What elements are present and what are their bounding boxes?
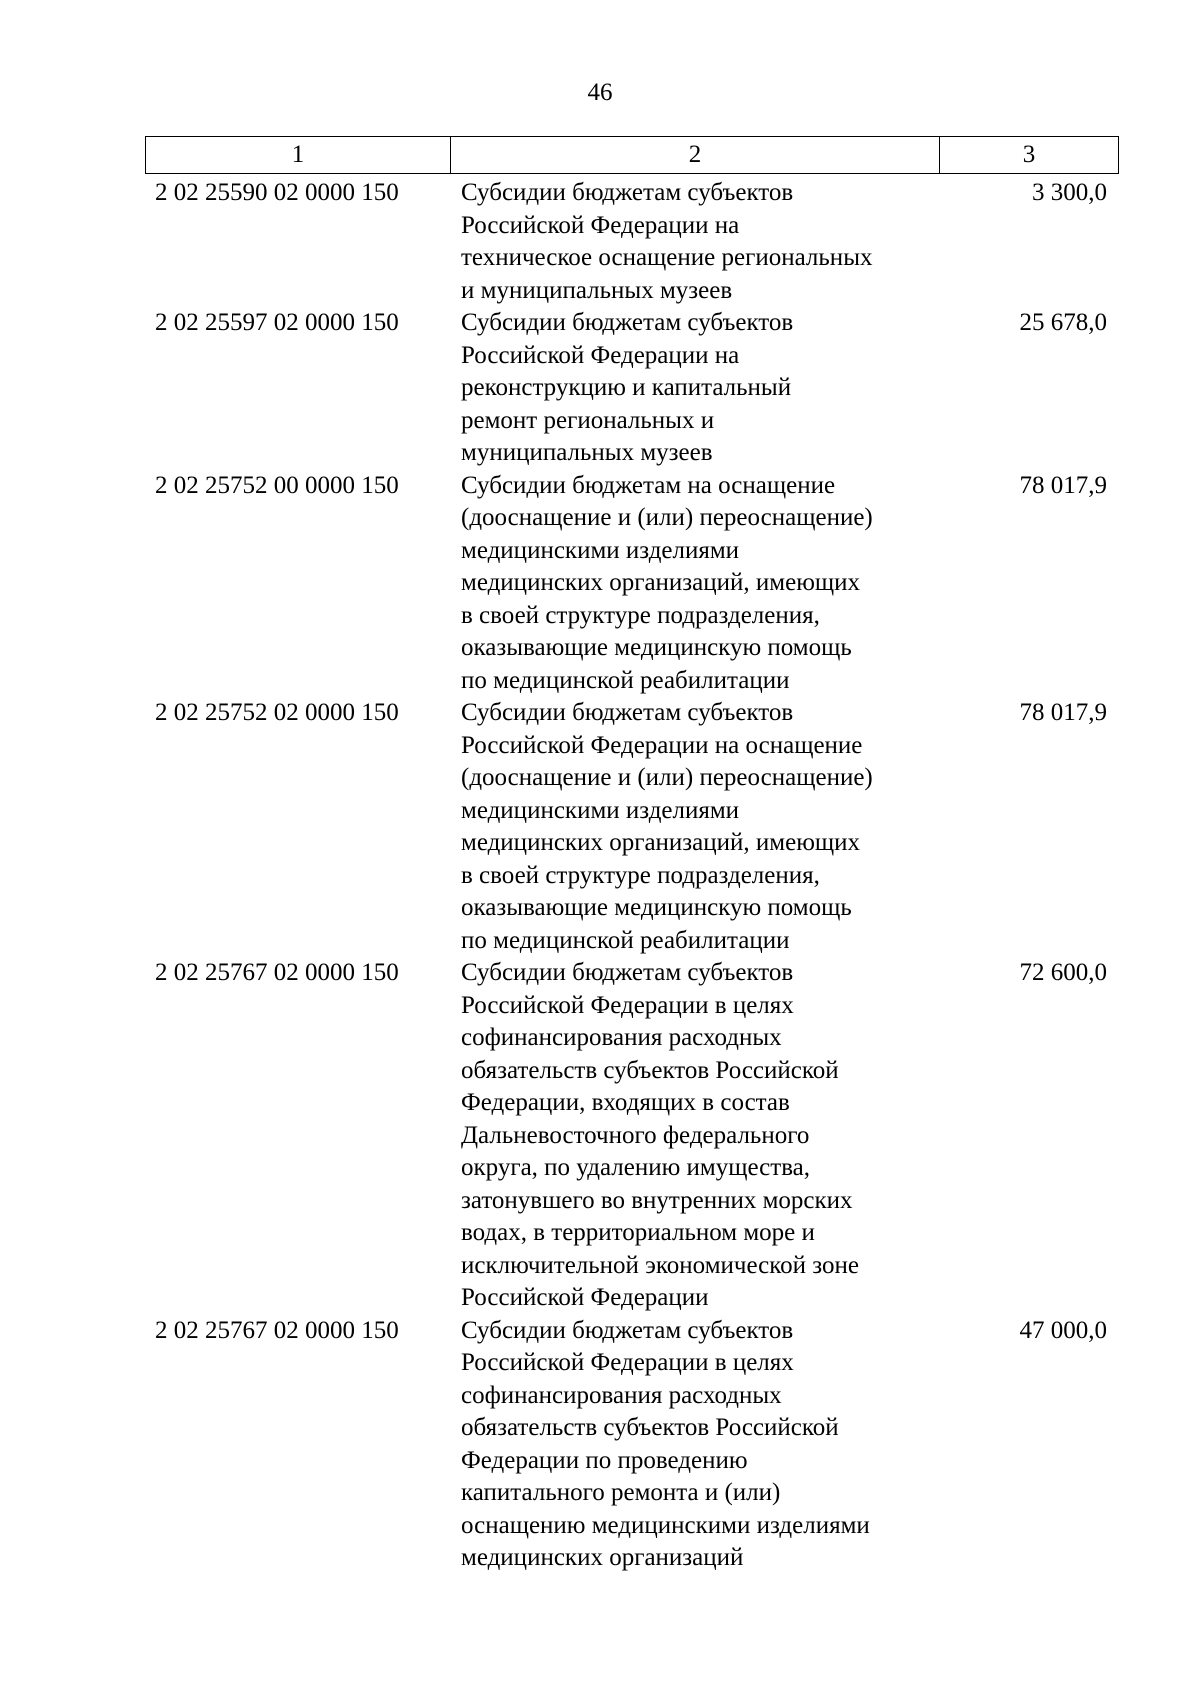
description-line: медицинскими изделиями xyxy=(461,536,740,564)
description-line: Субсидии бюджетам субъектов xyxy=(461,179,794,206)
description-line: обязательств субъектов Российской xyxy=(461,1056,839,1084)
description-line: техническое оснащение региональных xyxy=(461,244,873,271)
description-line: капитального ремонта и (или) xyxy=(461,1479,781,1506)
description-line: (дооснащение и (или) переоснащение) xyxy=(461,764,873,791)
row-description xyxy=(449,470,937,698)
row-description xyxy=(449,957,937,1315)
row-description xyxy=(449,1315,937,1575)
table-row xyxy=(145,957,1115,1315)
description-line: по медицинской реабилитации xyxy=(461,926,790,954)
description-line: софинансирования расходных xyxy=(461,1381,782,1409)
amount: 78 017,9 xyxy=(1019,471,1107,499)
description-line: исключительной экономической зоне xyxy=(461,1251,859,1279)
description-line: в своей структуре подразделения, xyxy=(461,861,820,889)
description-line: Российской Федерации на xyxy=(461,341,740,369)
description-line: в своей структуре подразделения, xyxy=(461,601,820,629)
description-line: по медицинской реабилитации xyxy=(461,666,790,694)
table-row xyxy=(145,470,1115,698)
budget-code: 2 02 25597 02 0000 150 xyxy=(155,309,399,336)
description-line: медицинских организаций xyxy=(461,1544,744,1571)
table-row xyxy=(145,697,1115,957)
description-line: Субсидии бюджетам на оснащение xyxy=(461,471,836,499)
description-line: медицинских организаций, имеющих xyxy=(461,569,861,596)
table-row xyxy=(145,177,1115,307)
description-line: затонувшего во внутренних морских xyxy=(461,1186,853,1214)
description-line: оказывающие медицинскую помощь xyxy=(461,894,852,921)
description-line: Российской Федерации в целях xyxy=(461,1349,794,1376)
page-number: 46 xyxy=(587,79,613,106)
description-line: софинансирования расходных xyxy=(461,1024,782,1051)
description-line: Федерации, входящих в состав xyxy=(461,1089,790,1116)
description-line: медицинских организаций, имеющих xyxy=(461,829,861,856)
description-line: водах, в территориальном море и xyxy=(461,1219,815,1246)
header-col-3: 3 xyxy=(940,137,1119,174)
table-body xyxy=(145,177,1115,1575)
description-line: ремонт региональных и xyxy=(461,406,715,434)
description-line: Российской Федерации xyxy=(461,1284,709,1311)
description-line: Российской Федерации в целях xyxy=(461,991,794,1019)
table-header xyxy=(145,136,1119,174)
amount: 72 600,0 xyxy=(1019,959,1107,986)
description-line: Субсидии бюджетам субъектов xyxy=(461,959,794,986)
description-line: Дальневосточного федерального xyxy=(461,1121,810,1149)
description-line: (дооснащение и (или) переоснащение) xyxy=(461,504,873,531)
description-line: оказывающие медицинскую помощь xyxy=(461,634,852,661)
header-col-1: 1 xyxy=(146,137,451,174)
description-line: реконструкцию и капитальный xyxy=(461,374,792,401)
description-line: и муниципальных музеев xyxy=(461,276,733,304)
description-line: муниципальных музеев xyxy=(461,439,713,466)
budget-code: 2 02 25752 02 0000 150 xyxy=(155,699,399,726)
description-line: Субсидии бюджетам субъектов xyxy=(461,699,794,726)
description-line: обязательств субъектов Российской xyxy=(461,1414,839,1441)
description-line: Российской Федерации на оснащение xyxy=(461,731,863,759)
table-row xyxy=(145,1315,1115,1575)
row-description xyxy=(449,177,937,307)
description-line: Российской Федерации на xyxy=(461,211,740,239)
budget-code: 2 02 25752 00 0000 150 xyxy=(155,471,399,499)
amount: 78 017,9 xyxy=(1019,699,1107,726)
header-row xyxy=(146,137,1119,174)
description-line: Федерации по проведению xyxy=(461,1446,748,1474)
budget-code: 2 02 25590 02 0000 150 xyxy=(155,179,399,206)
budget-code: 2 02 25767 02 0000 150 xyxy=(155,959,399,986)
amount: 25 678,0 xyxy=(1019,309,1107,336)
row-description xyxy=(449,697,937,957)
header-col-2: 2 xyxy=(451,137,940,174)
description-line: округа, по удалению имущества, xyxy=(461,1154,811,1181)
budget-code: 2 02 25767 02 0000 150 xyxy=(155,1316,399,1344)
table-row xyxy=(145,307,1115,470)
description-line: Субсидии бюджетам субъектов xyxy=(461,1316,794,1344)
amount: 3 300,0 xyxy=(1032,179,1107,206)
description-line: оснащению медицинскими изделиями xyxy=(461,1511,870,1539)
description-line: Субсидии бюджетам субъектов xyxy=(461,309,794,336)
description-line: медицинскими изделиями xyxy=(461,796,740,824)
amount: 47 000,0 xyxy=(1019,1316,1107,1344)
row-description xyxy=(449,307,937,470)
